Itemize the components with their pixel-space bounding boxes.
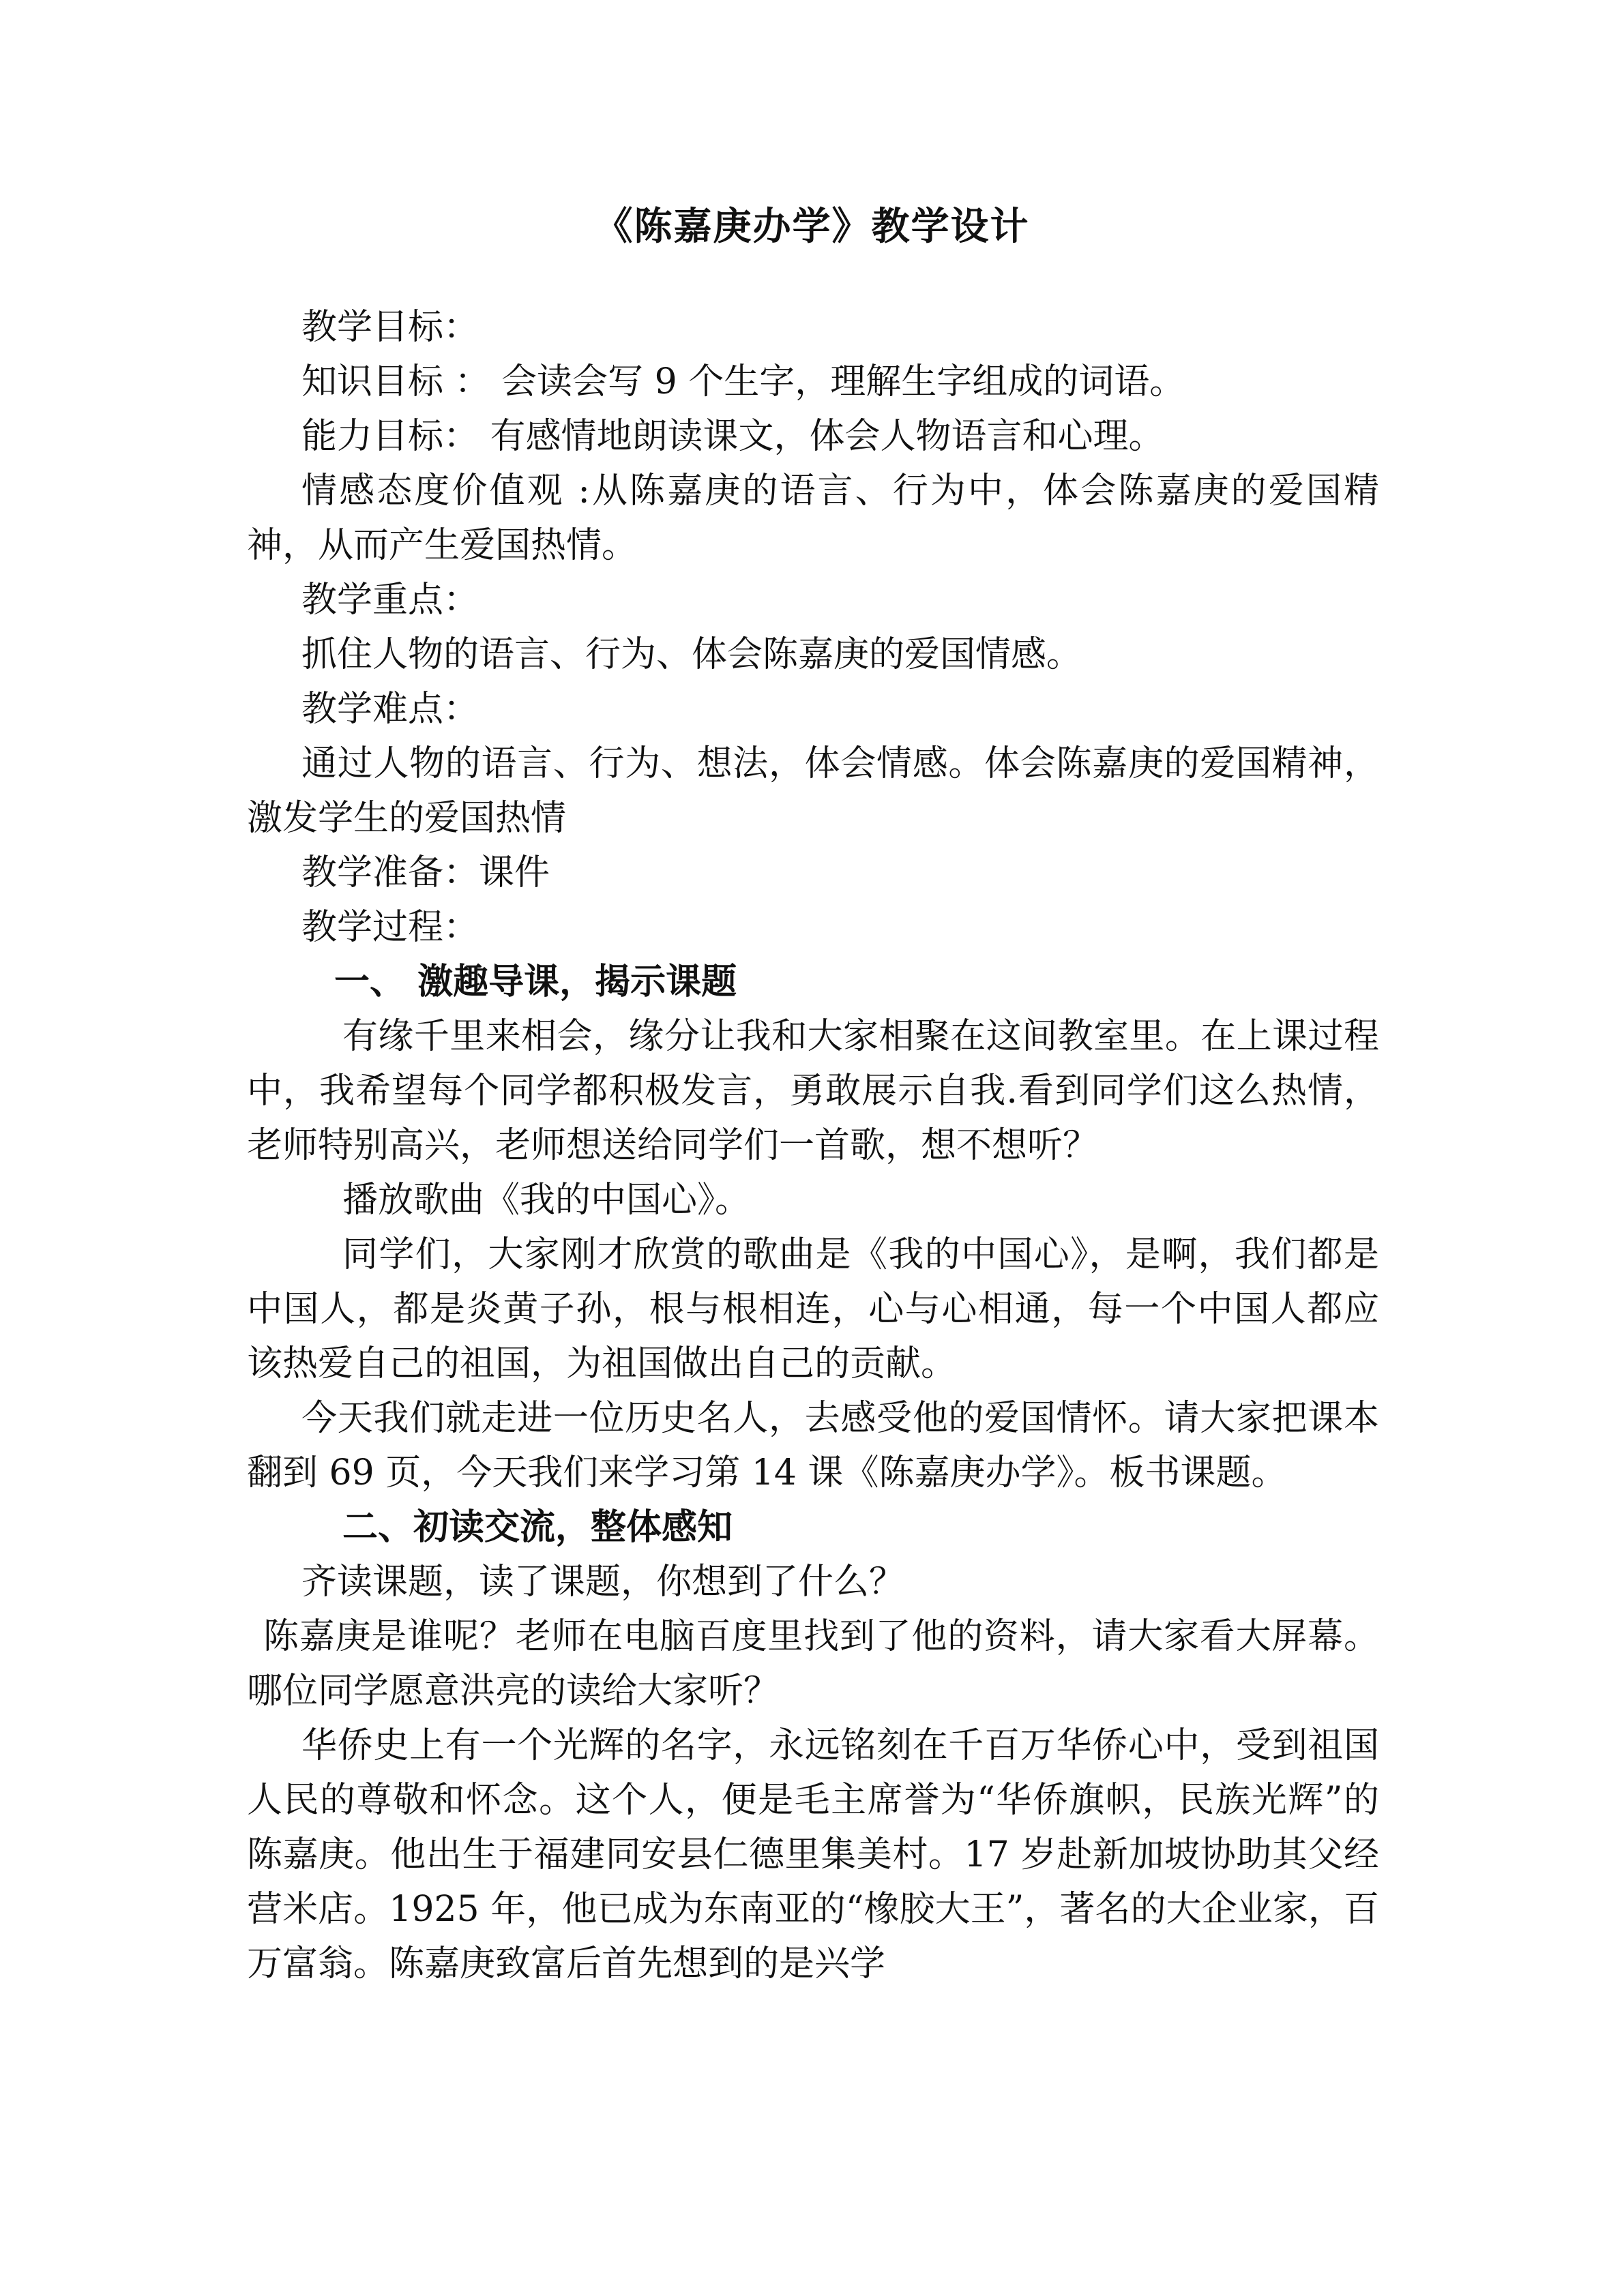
ability-goal: 能力目标： 有感情地朗读课文，体会人物语言和心理。 — [301, 416, 1164, 457]
difficulty-label: 教学难点： — [301, 689, 479, 730]
key-label: 教学重点： — [301, 580, 479, 621]
part2-paragraph: 华侨史上有一个光辉的名字，永远铭刻在千百万华侨心中，受到祖国人民的尊敬和怀念。这个人，便是毛主席誉为“华侨旗帜，民族光辉”的陈嘉庚。他出生于福建同安县仁德里集美村。17 岁赴新加坡协助其父经营米店。1925 年，他已成为东南亚的“橡胶大王”，著名的大企业家，百万富翁。陈嘉庚致富后首先想到的是兴学 — [247, 1725, 1379, 1984]
part1-paragraph: 今天我们就走进一位历史名人，去感受他的爱国情怀。请大家把课本翻到 69 页，今天我们来学习第 14 课《陈嘉庚办学》。板书课题。 — [247, 1398, 1379, 1493]
goals-label: 教学目标： — [301, 307, 479, 348]
part1-paragraph: 有缘千里来相会，缘分让我和大家相聚在这间教室里。在上课过程中，我希望每个同学都积极发言，勇敢展示自我.看到同学们这么热情，老师特别高兴，老师想送给同学们一首歌，想不想听？ — [247, 1016, 1379, 1166]
part1-paragraph: 同学们，大家刚才欣赏的歌曲是《我的中国心》，是啊，我们都是中国人，都是炎黄子孙，根与根相连，心与心相通，每一个中国人都应该热爱自己的祖国，为祖国做出自己的贡献。 — [247, 1234, 1379, 1384]
part2-heading: 二、初读交流，整体感知 — [342, 1506, 733, 1548]
key-text: 抓住人物的语言、行为、体会陈嘉庚的爱国情感。 — [301, 634, 1082, 675]
part2-paragraph: 齐读课题，读了课题，你想到了什么？ — [301, 1562, 905, 1602]
part1-heading: 一、 激趣导课，揭示课题 — [334, 961, 737, 1002]
emotion-goal: 情感态度价值观 :从陈嘉庚的语言、行为中，体会陈嘉庚的爱国精神，从而产生爱国热情。 — [247, 471, 1379, 566]
difficulty-text: 通过人物的语言、行为、想法，体会情感。体会陈嘉庚的爱国精神，激发学生的爱国热情 — [247, 743, 1379, 839]
process-label: 教学过程： — [301, 907, 479, 948]
knowledge-goal: 知识目标 ： 会读会写 9 个生字，理解生字组成的词语。 — [301, 361, 1185, 402]
document-body — [247, 300, 1379, 1991]
document-title: 《陈嘉庚办学》教学设计 — [594, 204, 1030, 249]
part1-song: 播放歌曲《我的中国心》。 — [342, 1180, 751, 1221]
preparation: 教学准备：课件 — [301, 852, 550, 893]
part2-paragraph: 陈嘉庚是谁呢？老师在电脑百度里找到了他的资料，请大家看大屏幕。哪位同学愿意洪亮的读给大家听？ — [247, 1616, 1379, 1712]
